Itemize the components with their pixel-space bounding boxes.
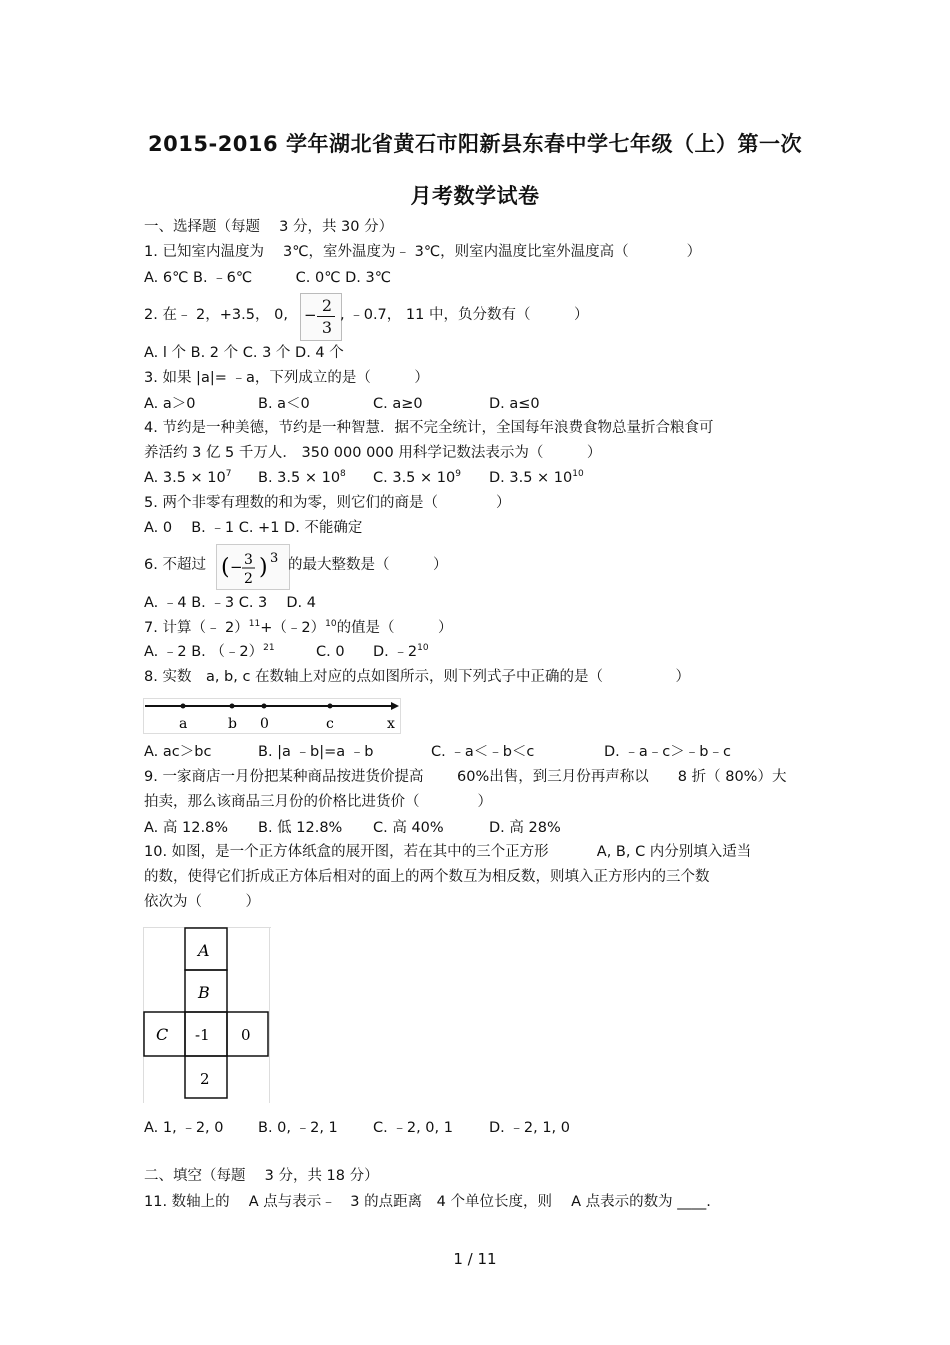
q4-stem-2: 养活约 3 亿 5 千万人． 350 000 000 用科学记数法表示为（ ） [144,445,602,461]
q3-option-d: D. a≤0 [489,396,540,412]
q8-label-c: c [326,716,334,732]
q4-option-a-text: A. 3.5 × 10 [144,470,226,486]
q1-options: A. 6℃ B. ﹣6℃ C. 0℃ D. 3℃ [144,270,392,286]
q10-cell-c: C [156,1025,169,1044]
q6-stem-a: 6. 不超过 [144,557,206,573]
q4-stem-1: 4. 节约是一种美德，节约是一种智慧．据不完全统计，全国每年浪费食物总量折合粮食可 [144,420,714,436]
q8-label-0: 0 [260,716,269,732]
q8-option-b: B. |a ﹣b|=a ﹣b [258,744,374,760]
section-1-heading: 一、选择题（每题 3 分，共 30 分） [144,219,394,235]
q4-option-c-text: C. 3.5 × 10 [373,470,456,486]
q3-option-a: A. a＞0 [144,396,196,412]
q10-cell-a: A [198,941,210,960]
q9-option-d: D. 高 28% [489,820,561,836]
svg-text:−: − [230,558,243,576]
q4-option-d [489,468,584,488]
q2-stem-b: , ﹣0.7， 11 中，负分数有（ ） [340,307,589,323]
q8-stem: 8. 实数 a, b, c 在数轴上对应的点如图所示，则下列式子中正确的是（ ） [144,669,691,685]
q7-stem [144,618,453,638]
q4-option-d-text: D. 3.5 × 10 [489,470,573,486]
q2-fraction-sign: − [304,306,317,324]
svg-text:3: 3 [244,552,253,568]
q8-label-b: b [228,716,237,732]
svg-text:(: ( [221,555,230,580]
q3-option-c: C. a≥0 [373,396,423,412]
q9-option-c: C. 高 40% [373,820,444,836]
q7-exp-1: 11 [248,619,261,629]
q8-option-d: D. ﹣a﹣c＞﹣b﹣c [604,744,731,760]
q4-option-a [144,468,232,488]
q4-option-b-exp: 8 [340,469,346,479]
q2-options: A. l 个 B. 2 个 C. 3 个 D. 4 个 [144,345,344,361]
q7-option-d [373,642,429,662]
q1-stem: 1. 已知室内温度为 3℃，室外温度为﹣ 3℃，则室内温度比室外温度高（ ） [144,244,702,260]
q5-options: A. 0 B. ﹣1 C. +1 D. 不能确定 [144,520,363,536]
q7-option-d-text: D. ﹣2 [373,644,418,660]
q10-option-d: D. ﹣2, 1, 0 [489,1120,570,1136]
q8-label-x: x [387,716,395,732]
q7-option-c: C. 0 [316,644,345,660]
q10-stem-3: 依次为（ ） [144,894,260,910]
title-line-1: 2015-2016 学年湖北省黄石市阳新县东春中学七年级（上）第一次 [148,132,802,156]
q2-fraction [300,293,342,341]
svg-text:): ) [259,555,268,580]
q6-stem-b: 的最大整数是（ ） [288,557,448,573]
page-indicator: 1 / 11 [453,1250,497,1268]
q8-number-line-svg [143,698,401,734]
q2-fraction-bar [317,316,335,317]
q7-stem-b: +（﹣2） [260,620,326,636]
q10-cell-zero: 0 [241,1026,251,1044]
q7-stem-c: 的值是（ ） [336,620,453,636]
q4-option-a-exp: 7 [225,469,232,479]
q6-expression-image [216,544,290,590]
q10-cell-minus-one: -1 [195,1026,210,1044]
q4-option-c [373,468,461,488]
q8-label-a: a [179,716,188,732]
q10-cube-net-svg [143,927,271,1103]
q7-option-ab-text: A. ﹣2 B. （﹣2） [144,644,264,660]
q9-stem-2: 拍卖，那么该商品三月份的价格比进货价（ ） [144,794,492,810]
q8-option-a: A. ac＞bc [144,744,212,760]
q10-cell-b: B [198,983,210,1002]
q7-option-d-exp: 10 [417,643,429,653]
svg-text:3: 3 [270,551,279,566]
q6-expression-svg [217,545,289,589]
title-line-2: 月考数学试卷 [410,184,540,208]
q10-cell-two: 2 [200,1070,210,1088]
q4-option-c-exp: 9 [455,469,461,479]
q2-fraction-den: 3 [321,318,333,337]
q9-stem-1: 9. 一家商店一月份把某种商品按进货价提高 60%出售，到三月份再声称以 8 折（ 80%）大 [144,769,787,785]
q7-exp-2: 10 [325,619,337,629]
q7-stem-a: 7. 计算（﹣ 2） [144,620,249,636]
q11-stem: 11. 数轴上的 A 点与表示﹣ 3 的点距离 4 个单位长度，则 A 点表示的数为 ____. [144,1194,711,1210]
q10-stem-2: 的数，使得它们折成正方体后相对的面上的两个数互为相反数，则填入正方形内的三个数 [144,869,710,885]
q10-stem-1: 10. 如图，是一个正方体纸盒的展开图，若在其中的三个正方形 A, B, C 内分别填入适当 [144,844,752,860]
q4-option-b-text: B. 3.5 × 10 [258,470,341,486]
svg-text:2: 2 [244,571,253,587]
q6-options: A. ﹣4 B. ﹣3 C. 3 D. 4 [144,595,317,611]
q4-option-b [258,468,346,488]
q3-option-b: B. a＜0 [258,396,310,412]
q4-option-d-exp: 10 [572,469,584,479]
q10-option-c: C. ﹣2, 0, 1 [373,1120,453,1136]
q9-option-a: A. 高 12.8% [144,820,229,836]
section-2-heading: 二、填空（每题 3 分，共 18 分） [144,1168,379,1184]
q5-stem: 5. 两个非零有理数的和为零，则它们的商是（ ） [144,495,511,511]
q10-cube-net [143,927,271,1103]
q8-option-c: C. ﹣a＜﹣b＜c [431,744,535,760]
q3-stem: 3. 如果 |a|= ﹣a，下列成立的是（ ） [144,370,429,386]
q2-stem-a: 2. 在﹣ 2，+3.5， 0, [144,307,288,323]
q2-fraction-num: 2 [321,296,333,315]
q10-option-a: A. 1, ﹣2, 0 [144,1120,224,1136]
q7-option-ab [144,642,275,662]
q8-number-line [143,698,401,734]
q7-option-b-exp: 21 [263,643,275,653]
q9-option-b: B. 低 12.8% [258,820,343,836]
q10-option-b: B. 0, ﹣2, 1 [258,1120,338,1136]
